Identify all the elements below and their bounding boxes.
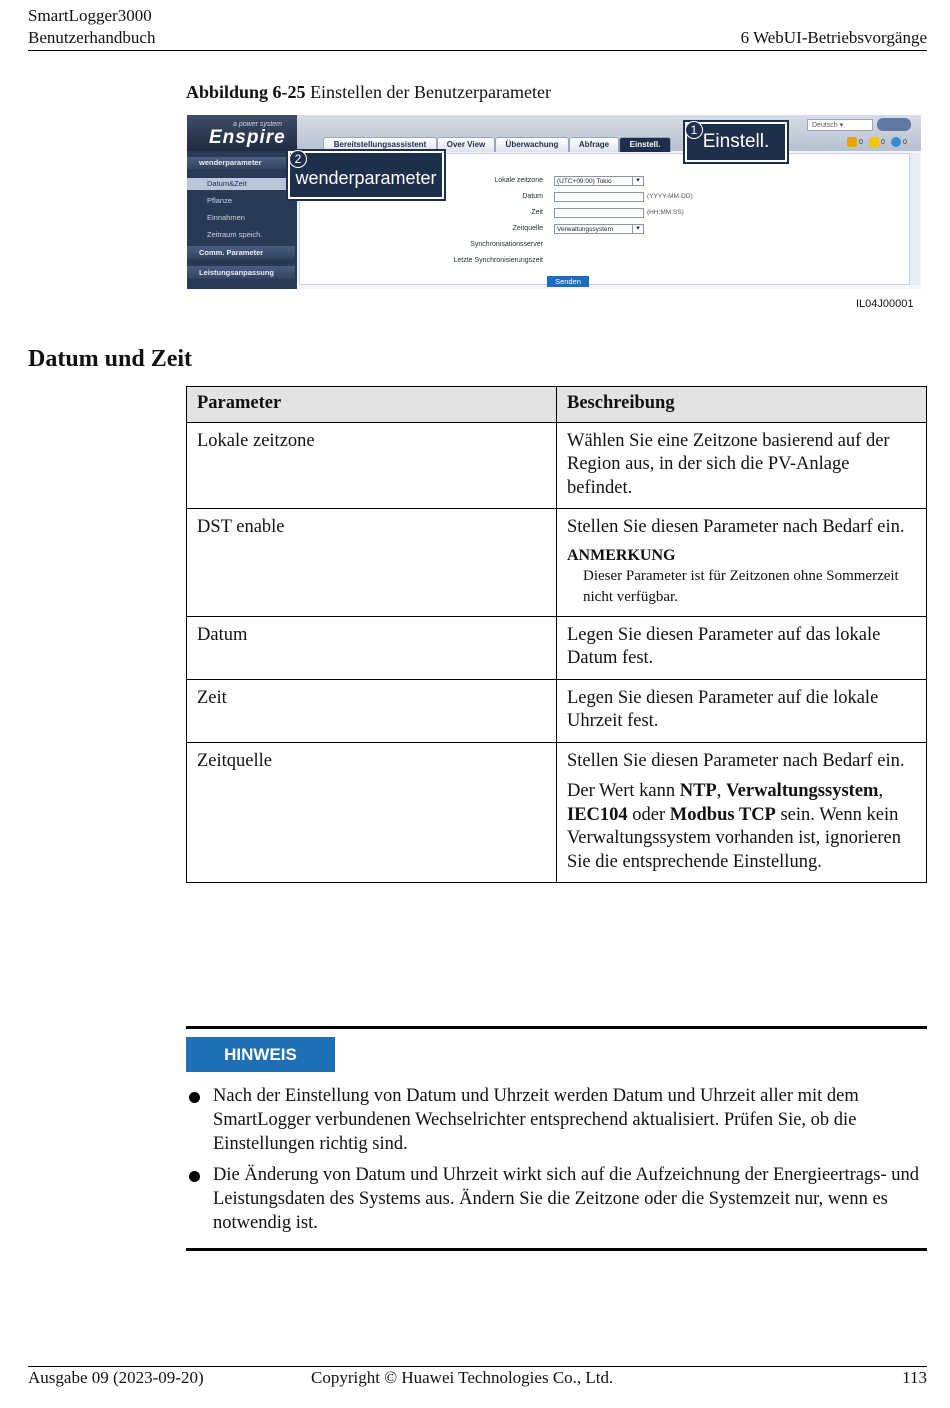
webui-logo-sub: a power system — [233, 121, 283, 128]
alarm-info-count: 0 — [903, 139, 907, 146]
figure-id: IL04J00001 — [856, 298, 914, 310]
footer-edition: Ausgabe 09 (2023-09-20) — [28, 1368, 204, 1387]
column-header: Beschreibung — [557, 387, 927, 423]
value-iec104: IEC104 — [567, 804, 628, 825]
time-format-hint: (HH:MM:SS) — [647, 209, 684, 216]
sidebar-item-pflanze[interactable]: Pflanze — [207, 196, 233, 205]
param-cell: Zeit — [187, 679, 557, 742]
field-label: Zeitquelle — [512, 225, 543, 232]
webui-logo — [187, 115, 297, 151]
section-title: Datum und Zeit — [28, 346, 193, 372]
table-row — [187, 509, 927, 617]
time-source-select[interactable] — [554, 224, 644, 234]
hinweis-bottom-rule — [186, 1248, 927, 1251]
sidebar-item-datum-zeit[interactable]: Datum&Zeit — [187, 178, 295, 190]
desc-text: Stellen Sie diesen Parameter nach Bedarf ein. — [567, 750, 905, 771]
desc-cell — [557, 509, 927, 617]
callout-wenderparameter: wenderparameter — [288, 151, 444, 199]
table-row — [187, 679, 927, 742]
table-row — [187, 616, 927, 679]
chevron-down-icon: ▾ — [632, 176, 643, 186]
desc-text-values — [567, 780, 916, 874]
table-row — [187, 422, 927, 509]
alarm-major-count: 0 — [859, 139, 863, 146]
timezone-value: (UTC+09:00) Tokio — [557, 178, 612, 185]
callout-number-1: 1 — [685, 121, 703, 139]
bullet-icon — [189, 1092, 200, 1103]
hinweis-badge: HINWEIS — [186, 1037, 335, 1072]
param-cell: Lokale zeitzone — [187, 422, 557, 509]
sidebar-section-comm[interactable]: Comm. Parameter — [187, 246, 295, 259]
table-header-row — [187, 387, 927, 423]
text-run: , — [878, 781, 884, 801]
sidebar-item-zeitraum[interactable]: Zeitraum speich. — [207, 230, 263, 239]
field-label: Synchronisationsserver — [470, 241, 543, 248]
top-icons[interactable] — [877, 118, 911, 131]
table-row — [187, 742, 927, 883]
param-cell: DST enable — [187, 509, 557, 617]
alarm-info-icon — [891, 137, 901, 147]
figure-caption-text: Einstellen der Benutzerparameter — [305, 82, 551, 102]
text-run: sein. Wenn kein Verwaltungssystem vorhanden ist, ignorieren Sie die entsprechende Einstellung. — [567, 804, 901, 872]
text-run: , — [716, 781, 726, 801]
figure-caption-label: Abbildung 6-25 — [186, 82, 306, 102]
header-chapter: 6 WebUI-Betriebsvorgänge — [740, 28, 927, 47]
time-input[interactable] — [554, 208, 644, 218]
date-format-hint: (YYYY-MM-DD) — [647, 193, 693, 200]
param-cell: Datum — [187, 616, 557, 679]
scrollbar[interactable] — [909, 153, 920, 285]
param-cell: Zeitquelle — [187, 742, 557, 883]
value-ntp: NTP — [679, 781, 717, 801]
list-item — [186, 1084, 927, 1156]
footer-page-number: 113 — [902, 1368, 927, 1387]
desc-cell — [557, 742, 927, 883]
note-text: Dieser Parameter ist für Zeitzonen ohne Sommerzeit nicht verfügbar. — [583, 567, 899, 605]
field-label: Zeit — [531, 209, 543, 216]
hinweis-top-rule — [186, 1026, 927, 1029]
field-label: Datum — [522, 193, 543, 200]
desc-cell: Legen Sie diesen Parameter auf das lokale Datum fest. — [557, 616, 927, 679]
value-modbus-tcp: Modbus TCP — [669, 804, 776, 825]
callout-number-2: 2 — [289, 150, 307, 168]
footer-rule — [28, 1366, 927, 1367]
hinweis-text: Die Änderung von Datum und Uhrzeit wirkt sich auf die Aufzeichnung der Energieertrags- und Leistungsdaten des Systems aus. Ändern Sie die Zeitzone oder die Systemzeit nur, wenn es notwendig ist. — [213, 1165, 920, 1233]
alarm-major-icon — [847, 137, 857, 147]
hinweis-list — [186, 1084, 927, 1242]
language-select[interactable]: Deutsch ▾ — [807, 119, 873, 131]
text-run: oder — [627, 804, 670, 825]
tab-bereitstellungsassistent[interactable]: Bereitstellungsassistent — [323, 137, 437, 152]
tab-ueberwachung[interactable]: Überwachung — [495, 137, 569, 152]
language-value: Deutsch — [812, 122, 838, 129]
value-verwaltungssystem: Verwaltungssystem — [725, 781, 879, 801]
column-header: Parameter — [187, 387, 557, 423]
sidebar-item-einnahmen[interactable]: Einnahmen — [207, 213, 245, 222]
desc-cell: Wählen Sie eine Zeitzone basierend auf der Region aus, in der sich die PV-Anlage befindet. — [557, 422, 927, 509]
hinweis-text: Nach der Einstellung von Datum und Uhrzeit werden Datum und Uhrzeit aller mit dem SmartLogger verbundenen Wechselrichter entsprechend aktualisiert. Prüfen Sie, ob die Einstellungen richtig sind. — [213, 1086, 859, 1154]
desc-text: Stellen Sie diesen Parameter nach Bedarf ein. — [567, 517, 905, 537]
timezone-select[interactable] — [554, 176, 644, 186]
alarm-minor-icon — [869, 137, 879, 147]
tab-over-view[interactable]: Over View — [437, 137, 495, 152]
header-product: SmartLogger3000 — [28, 6, 152, 25]
date-input[interactable] — [554, 192, 644, 202]
field-label: Lokale zeitzone — [494, 177, 543, 184]
parameter-table — [186, 386, 927, 883]
chevron-down-icon: ▾ — [632, 224, 643, 234]
tab-abfrage[interactable]: Abfrage — [569, 137, 619, 152]
header-doc-type: Benutzerhandbuch — [28, 28, 156, 47]
text-run: Der Wert kann — [567, 781, 680, 801]
webui-logo-text: Enspire — [209, 127, 286, 148]
header-rule — [28, 50, 927, 51]
desc-cell: Legen Sie diesen Parameter auf die lokale Uhrzeit fest. — [557, 679, 927, 742]
callout-einstell: Einstell. — [685, 122, 787, 162]
list-item — [186, 1163, 927, 1235]
note-title: ANMERKUNG — [567, 546, 676, 564]
sidebar-group-title[interactable]: wenderparameter — [187, 157, 295, 169]
alarm-minor-count: 0 — [881, 139, 885, 146]
send-button[interactable]: Senden — [547, 276, 589, 287]
webui-screenshot — [187, 115, 921, 289]
bullet-icon — [189, 1171, 200, 1182]
footer-copyright: Copyright © Huawei Technologies Co., Ltd. — [311, 1368, 614, 1387]
sidebar-section-leistung[interactable]: Leistungsanpassung — [187, 266, 295, 279]
time-source-value: Verwaltungssystem — [557, 226, 613, 233]
figure-caption — [186, 82, 551, 103]
tab-einstell[interactable]: Einstell. — [619, 137, 671, 152]
field-label: Letzte Synchronisierungszeit — [453, 257, 543, 264]
webui-sidebar — [187, 151, 297, 289]
